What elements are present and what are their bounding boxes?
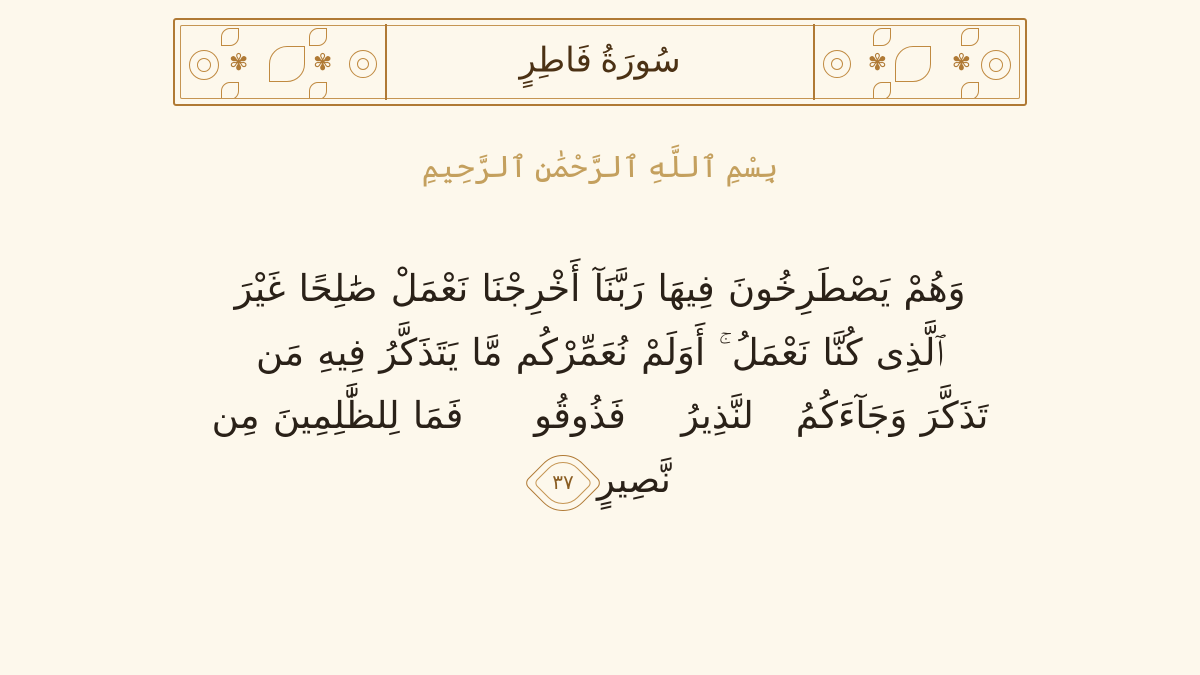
ayah-line-2: ٱلَّذِى كُنَّا نَعْمَلُ ۚ أَوَلَمْ نُعَمِّرْكُم مَّا يَتَذَكَّرُ فِيهِ مَن	[256, 332, 944, 374]
ayah-line-4-text: نَّصِيرٍ	[597, 459, 671, 501]
surah-title: سُورَةُ فَاطِرٍ	[519, 42, 681, 80]
ayah-number-medallion	[535, 455, 591, 511]
ayah-number: ٣٧	[552, 472, 574, 495]
basmala-text: بِسْمِ ٱللَّهِ ٱلرَّحْمَٰنِ ٱلرَّحِيمِ	[421, 151, 779, 184]
ayah-line-1: وَهُمْ يَصْطَرِخُونَ فِيهَا رَبَّنَآ أَخْرِجْنَا نَعْمَلْ صَٰلِحًا غَيْرَ	[234, 269, 966, 310]
ayah-line-3: تَذَكَّرَ وَجَآءَكُمُ ٱلنَّذِيرُ ۖ فَذُوقُوا۟ فَمَا لِلظَّٰلِمِينَ مِن	[211, 396, 989, 438]
ayah-line-4	[120, 449, 1080, 513]
ornament-right-icon: ✾ ✾	[821, 26, 1017, 98]
ayah-text-block	[120, 258, 1080, 513]
ornament-left-icon: ✾ ✾	[183, 26, 379, 98]
surah-header-banner	[173, 18, 1027, 106]
